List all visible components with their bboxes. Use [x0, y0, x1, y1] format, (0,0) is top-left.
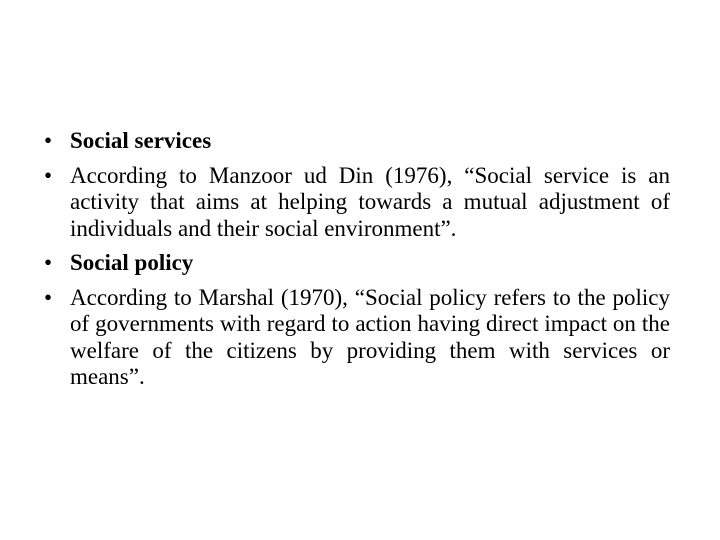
social-policy-definition: According to Marshal (1970), “Social policy refers to the policy of governments with regard to action having direct impact on the welfare of the citizens by providing them with services or means”. — [70, 284, 670, 389]
bullet-icon: • — [44, 128, 53, 153]
bullet-icon: • — [44, 284, 53, 310]
bullet-icon: • — [44, 162, 53, 188]
heading-social-policy: Social policy — [70, 250, 194, 275]
bullet-item-social-policy-definition — [44, 285, 670, 391]
heading-social-services: Social services — [70, 128, 212, 153]
bullet-item-social-service-definition — [44, 163, 670, 243]
social-service-definition: According to Manzoor ud Din (1976), “Social service is an activity that aims at helping towards a mutual adjustment of individuals and their social environment”. — [70, 162, 670, 241]
bullet-icon: • — [44, 250, 53, 275]
bullet-item-social-services — [44, 128, 670, 155]
bullet-list — [44, 128, 670, 399]
bullet-item-social-policy — [44, 250, 670, 277]
